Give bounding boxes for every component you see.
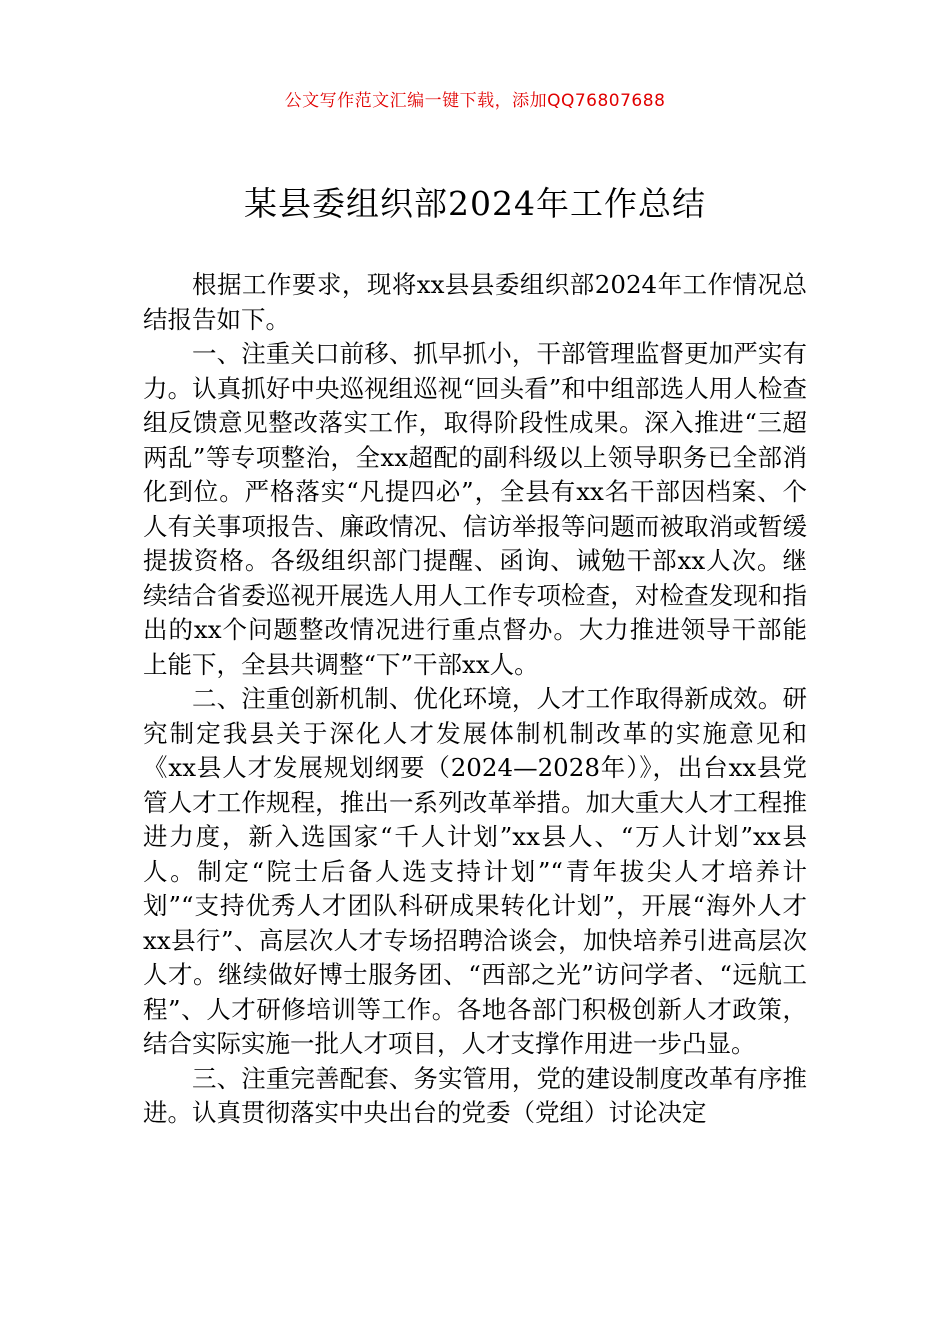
paragraph-section-1: 一、注重关口前移、抓早抓小，干部管理监督更加严实有力。认真抓好中央巡视组巡视“回头看”和中组部选人用人检查组反馈意见整改落实工作，取得阶段性成果。深入推进“三超两乱”等专项整治，全xx超配的副科级以上领导职务已全部消化到位。严格落实“凡提四必”，全县有xx名干部因档案、个人有关事项报告、廉政情况、信访举报等问题而被取消或暂缓提拔资格。各级组织部门提醒、函询、诫勉干部xx人次。继续结合省委巡视开展选人用人工作专项检查，对检查发现和指出的xx个问题整改情况进行重点督办。大力推进领导干部能上能下，全县共调整“下”干部xx人。: [143, 339, 807, 679]
download-banner[interactable]: 公文写作范文汇编一键下载，添加QQ76807688: [284, 91, 666, 111]
document-body: [143, 268, 807, 1131]
paragraph-section-2: 二、注重创新机制、优化环境，人才工作取得新成效。研究制定我县关于深化人才发展体制机制改革的实施意见和《xx县人才发展规划纲要（2024—2028年）》，出台xx县党管人才工作规程，推出一系列改革举措。加大重大人才工程推进力度，新入选国家“千人计划”xx县人、“万人计划”xx县人。制定“院士后备人选支持计划”“青年拔尖人才培养计划”“支持优秀人才团队科研成果转化计划”，开展“海外人才xx县行”、高层次人才专场招聘洽谈会，加快培养引进高层次人才。继续做好博士服务团、“西部之光”访问学者、“远航工程”、人才研修培训等工作。各地各部门积极创新人才政策，结合实际实施一批人才项目，人才支撑作用进一步凸显。: [143, 684, 807, 1058]
paragraph-section-3: 三、注重完善配套、务实管用，党的建设制度改革有序推进。认真贯彻落实中央出台的党委（党组）讨论决定: [143, 1063, 807, 1127]
document-title: 某县委组织部2024年工作总结: [244, 184, 706, 223]
paragraph-intro: 根据工作要求，现将xx县县委组织部2024年工作情况总结报告如下。: [143, 270, 807, 334]
